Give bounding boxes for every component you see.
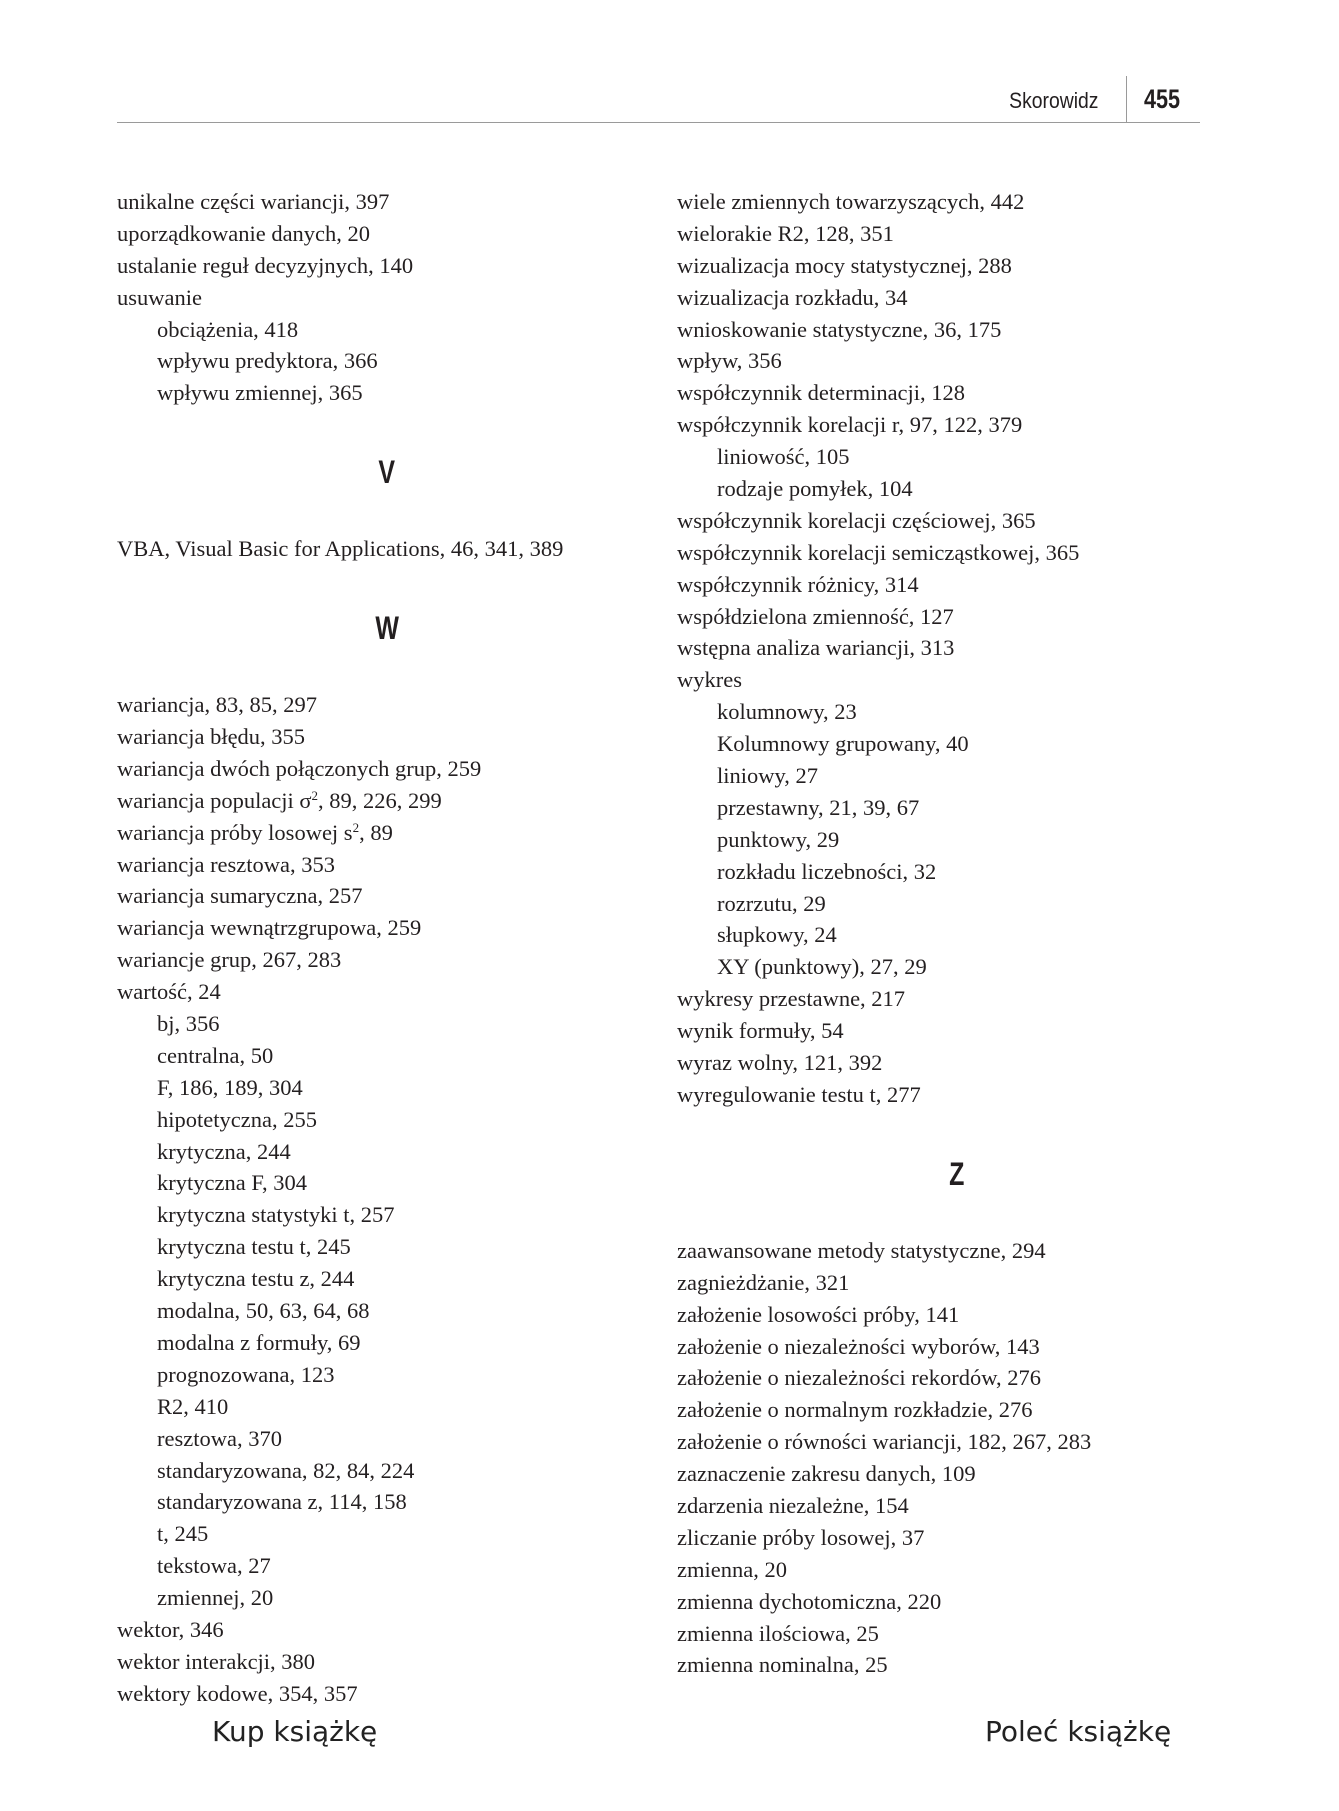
- index-entry: unikalne części wariancji, 397: [117, 189, 390, 214]
- index-subentry: wpływu zmiennej, 365: [157, 380, 363, 406]
- index-subentry: rodzaje pomyłek, 104: [717, 476, 913, 502]
- index-subentry: punktowy, 29: [717, 826, 840, 852]
- index-entry: zmienna nominalna, 25: [677, 1652, 888, 1678]
- header-rule: [117, 122, 1200, 123]
- index-entry: zaawansowane metody statystyczne, 294: [677, 1237, 1046, 1263]
- index-subentry: Kolumnowy grupowany, 40: [717, 731, 969, 757]
- index-entry: wariancja wewnątrzgrupowa, 259: [117, 915, 422, 941]
- index-subentry: obciążenia, 418: [157, 316, 299, 342]
- index-subentry: centralna, 50: [157, 1042, 274, 1068]
- index-subentry: F, 186, 189, 304: [157, 1074, 303, 1100]
- superscript: 2: [352, 819, 360, 835]
- index-entry: VBA, Visual Basic for Applications, 46, 341, 389: [117, 536, 564, 562]
- entry-text: wariancja populacji σ: [117, 787, 312, 813]
- index-entry: współczynnik korelacji semicząstkowej, 365: [677, 539, 1080, 565]
- entry-pages: , 89, 226, 299: [318, 787, 442, 813]
- index-entry: ustalanie reguł decyzyjnych, 140: [117, 252, 414, 278]
- index-entry: założenie o niezależności wyborów, 143: [677, 1333, 1040, 1359]
- index-entry: zagnieżdżanie, 321: [677, 1269, 850, 1295]
- running-header: [117, 70, 1200, 124]
- index-entry: wpływ, 356: [677, 348, 782, 374]
- index-column-left: [117, 186, 657, 1710]
- index-entry: wariancje grup, 267, 283: [117, 947, 342, 973]
- index-entry: zdarzenia niezależne, 154: [677, 1492, 909, 1518]
- index-subentry: liniowy, 27: [717, 763, 819, 789]
- index-letter: W: [375, 610, 399, 647]
- index-entry: założenie o równości wariancji, 182, 267, 283: [677, 1429, 1092, 1455]
- index-entry: wektor interakcji, 380: [117, 1648, 316, 1674]
- index-entry: wariancja dwóch połączonych grup, 259: [117, 755, 482, 781]
- index-subentry: t, 245: [157, 1521, 209, 1547]
- entry-pages: , 89: [359, 819, 393, 845]
- index-subentry: wpływu predyktora, 366: [157, 348, 378, 374]
- index-subentry: krytyczna F, 304: [157, 1170, 308, 1196]
- index-entry: wektor, 346: [117, 1616, 224, 1642]
- index-letter-heading: [117, 596, 657, 660]
- index-entry: wariancja, 83, 85, 297: [117, 692, 317, 718]
- index-letter: Z: [949, 1155, 965, 1192]
- index-entry: usuwanie: [117, 284, 202, 310]
- index-letter-heading: [117, 440, 657, 504]
- index-entry: współczynnik determinacji, 128: [677, 380, 966, 406]
- index-subentry: krytyczna statystyki t, 257: [157, 1202, 395, 1228]
- index-entry: [117, 785, 657, 817]
- index-subentry: bj, 356: [157, 1011, 220, 1037]
- index-subentry: resztowa, 370: [157, 1425, 282, 1451]
- index-subentry: prognozowana, 123: [157, 1361, 335, 1387]
- index-letter: V: [378, 454, 396, 491]
- index-entry: współczynnik korelacji r, 97, 122, 379: [677, 412, 1023, 438]
- index-entry: wizualizacja mocy statystycznej, 288: [677, 252, 1012, 278]
- index-entry: wstępna analiza wariancji, 313: [677, 635, 955, 661]
- index-entry: wykresy przestawne, 217: [677, 986, 906, 1012]
- entry-text: wariancja próby losowej s: [117, 819, 353, 845]
- index-entry: wartość, 24: [117, 979, 221, 1005]
- index-subentry: XY (punktowy), 27, 29: [717, 954, 927, 980]
- buy-book-link[interactable]: Kup książkę: [212, 1715, 378, 1748]
- index-entry: współdzielona zmienność, 127: [677, 603, 954, 629]
- index-entry: założenie o niezależności rekordów, 276: [677, 1365, 1041, 1391]
- index-subentry: krytyczna testu z, 244: [157, 1266, 355, 1292]
- index-subentry: modalna z formuły, 69: [157, 1329, 361, 1355]
- index-column-right: [677, 186, 1237, 1681]
- header-divider: [1126, 76, 1127, 123]
- index-entry: wiele zmiennych towarzyszących, 442: [677, 189, 1025, 214]
- index-subentry: standaryzowana, 82, 84, 224: [157, 1457, 415, 1483]
- index-subentry: modalna, 50, 63, 64, 68: [157, 1298, 370, 1324]
- index-entry: [117, 817, 657, 849]
- index-subentry: standaryzowana z, 114, 158: [157, 1489, 407, 1515]
- index-entry: zmienna dychotomiczna, 220: [677, 1588, 942, 1614]
- index-entry: wielorakie R2, 128, 351: [677, 220, 894, 246]
- index-entry: założenie o normalnym rozkładzie, 276: [677, 1397, 1033, 1423]
- index-subentry: hipotetyczna, 255: [157, 1106, 317, 1132]
- recommend-book-link[interactable]: Poleć książkę: [985, 1715, 1172, 1748]
- index-subentry: zmiennej, 20: [157, 1585, 274, 1611]
- section-title: Skorowidz: [1008, 88, 1098, 113]
- index-subentry: rozkładu liczebności, 32: [717, 858, 937, 884]
- page-number: 455: [1144, 84, 1181, 114]
- index-entry: współczynnik korelacji częściowej, 365: [677, 507, 1036, 533]
- index-subentry: tekstowa, 27: [157, 1553, 271, 1579]
- index-entry: założenie losowości próby, 141: [677, 1301, 960, 1327]
- index-entry: wariancja błędu, 355: [117, 724, 306, 750]
- index-entry: wyregulowanie testu t, 277: [677, 1081, 921, 1107]
- index-letter-heading: [677, 1142, 1237, 1206]
- index-subentry: słupkowy, 24: [717, 922, 837, 948]
- index-entry: wnioskowanie statystyczne, 36, 175: [677, 316, 1002, 342]
- index-entry: zliczanie próby losowej, 37: [677, 1524, 925, 1550]
- index-entry: współczynnik różnicy, 314: [677, 571, 919, 597]
- index-subentry: liniowość, 105: [717, 444, 850, 470]
- index-entry: wynik formuły, 54: [677, 1018, 844, 1044]
- index-entry: wyraz wolny, 121, 392: [677, 1050, 883, 1076]
- index-entry: wektory kodowe, 354, 357: [117, 1680, 358, 1706]
- index-entry: wariancja resztowa, 353: [117, 851, 336, 877]
- superscript: 2: [311, 787, 319, 803]
- index-entry: uporządkowanie danych, 20: [117, 220, 371, 246]
- index-entry: wariancja sumaryczna, 257: [117, 883, 363, 909]
- index-entry: wykres: [677, 667, 742, 693]
- index-entry: zmienna ilościowa, 25: [677, 1620, 879, 1646]
- index-subentry: R2, 410: [157, 1393, 229, 1419]
- index-subentry: krytyczna testu t, 245: [157, 1234, 351, 1260]
- index-subentry: krytyczna, 244: [157, 1138, 291, 1164]
- index-subentry: przestawny, 21, 39, 67: [717, 794, 920, 820]
- index-entry: zmienna, 20: [677, 1556, 787, 1582]
- index-subentry: rozrzutu, 29: [717, 890, 826, 916]
- index-subentry: kolumnowy, 23: [717, 699, 857, 725]
- index-entry: zaznaczenie zakresu danych, 109: [677, 1461, 976, 1487]
- index-entry: wizualizacja rozkładu, 34: [677, 284, 908, 310]
